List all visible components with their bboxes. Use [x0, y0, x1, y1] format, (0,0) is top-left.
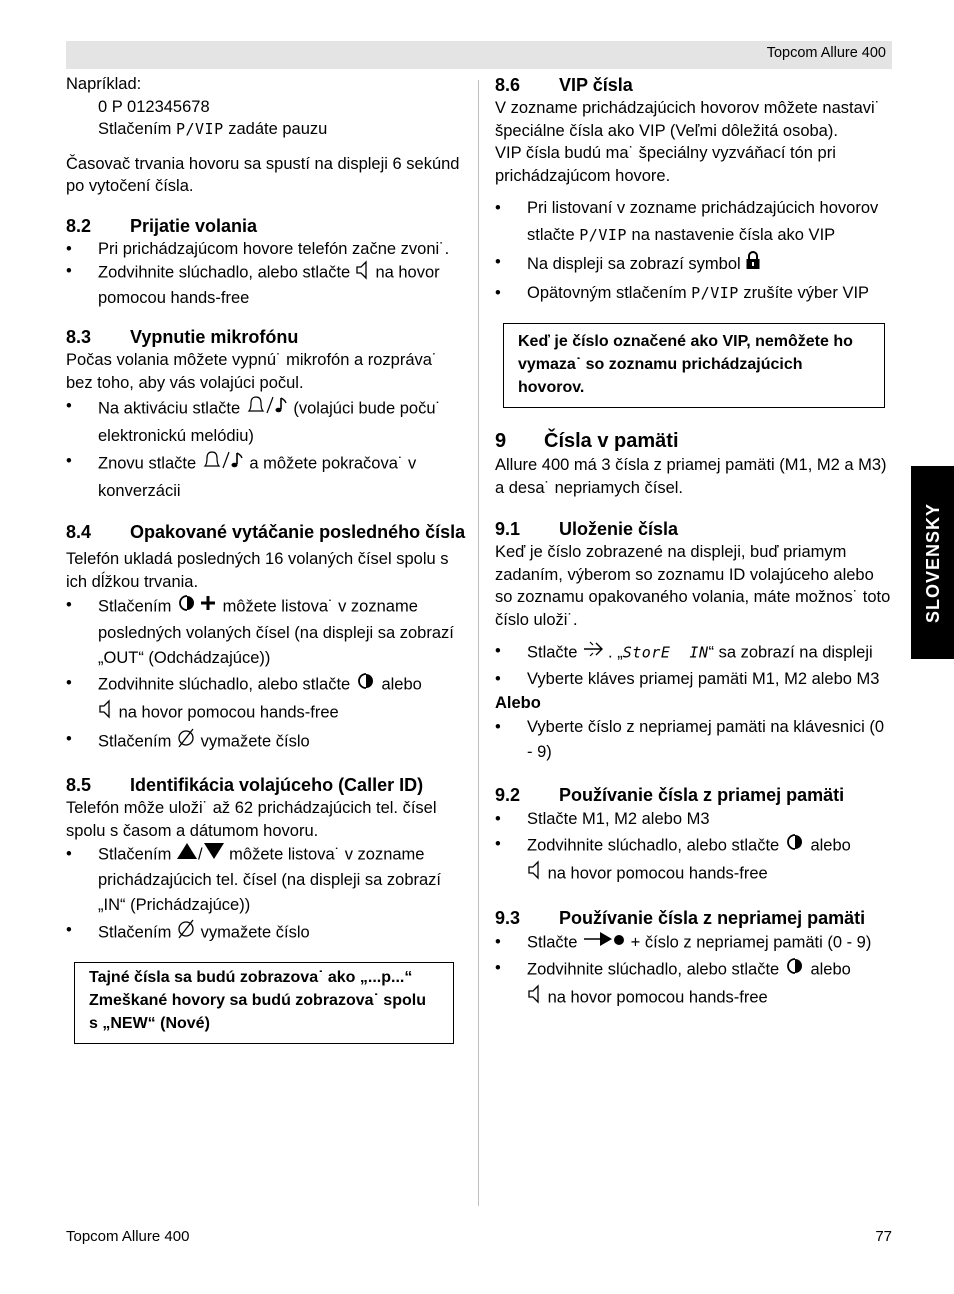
header-brand: Topcom Allure 400	[766, 45, 886, 61]
list-item: • Znovu stlačte a môžete pokračova˙ v konverzácii	[66, 449, 468, 504]
talk-icon	[355, 671, 377, 699]
section-number: 8.4	[66, 522, 92, 542]
memory-arrow-icon	[582, 930, 626, 956]
speaker-icon	[355, 260, 371, 287]
list-item: • Stlačením / môžete listova˙ v zozname prichádzajúcich tel. čísel (na displeji sa zobrazí „IN“ (Prichádzajúce))	[66, 842, 468, 918]
section-9-3-list	[495, 930, 891, 1012]
section-8-4-paragraph: Telefón ukladá posledných 16 volaných čísel spolu s ich dĺžkou trvania.	[66, 550, 449, 591]
section-8-3-heading	[66, 325, 468, 349]
list-item: • Stlačte . „StorE IN“ sa zobrazí na displeji	[495, 639, 891, 667]
bell-note-icon	[245, 394, 289, 424]
section-8-5-list	[66, 842, 468, 948]
language-side-tab	[911, 466, 954, 659]
section-title: Uloženie čísla	[559, 519, 679, 539]
section-title: Prijatie volania	[130, 215, 258, 236]
section-title: Vypnutie mikrofónu	[130, 327, 299, 347]
section-9-1-list-2	[495, 715, 891, 765]
list-item: • Stlačením vymažete číslo	[66, 727, 468, 757]
section-8-6-paragraph-1: V zozname prichádzajúcich hovorov môžete nastavi˙ špeciálne čísla ako VIP (Veľmi dôležitá osoba).	[495, 99, 881, 140]
list-item: • Zodvihnite slúchadlo, alebo stlačte na hovor pomocou hands-free	[66, 262, 440, 307]
section-number: 8.3	[66, 327, 92, 347]
section-9-1-heading	[495, 517, 891, 541]
column-divider	[478, 80, 479, 1206]
note-box-vip	[503, 323, 885, 408]
list-item: • Stlačením môžete listova˙ v zozname posledných volaných čísel (na displeji sa zobrazí „OUT“ (Odchádzajúce))	[66, 593, 468, 671]
section-number: 9.1	[495, 519, 521, 539]
section-title: Používanie čísla z priamej pamäti	[559, 784, 845, 805]
section-9-heading	[495, 428, 891, 454]
right-column	[495, 73, 891, 1012]
speaker-icon	[527, 984, 543, 1012]
store-arrow-icon	[582, 639, 608, 667]
section-8-3-list	[66, 394, 468, 504]
speaker-icon	[98, 699, 114, 727]
list-item: • Stlačením vymažete číslo	[66, 918, 468, 948]
note-line: Tajné čísla sa budú zobrazova˙ ako „...p...“	[89, 969, 413, 986]
section-8-6-list	[495, 195, 891, 307]
note-box-caller-id	[74, 962, 454, 1044]
list-item: • Pri prichádzajúcom hovore telefón začne zvoni˙.	[66, 239, 450, 258]
alebo-label: Alebo	[495, 694, 541, 712]
bell-note-icon	[201, 449, 245, 479]
list-item: • Vyberte kláves priamej pamäti M1, M2 alebo M3	[495, 670, 880, 688]
list-item: • Na displeji sa zobrazí symbol	[495, 249, 891, 280]
section-number: 9.2	[495, 784, 521, 805]
intro-line-3-pre: Stlačením	[98, 120, 172, 138]
section-number: 9	[495, 430, 507, 452]
list-item: • Stlačte M1, M2 alebo M3	[495, 809, 710, 828]
list-item: • Pri listovaní v zozname prichádzajúcich hovorov stlačte P/VIP na nastavenie čísla ako VIP	[495, 199, 879, 244]
note-line: Zmeškané hovory sa budú zobrazova˙ spolu s „NEW“ (Nové)	[89, 992, 426, 1032]
section-number: 9.3	[495, 907, 521, 928]
arrow-down-icon	[203, 842, 225, 868]
section-8-2-list	[66, 238, 468, 310]
page-number: 77	[875, 1228, 892, 1245]
list-item: • Stlačte + číslo z nepriamej pamäti (0 - 9)	[495, 930, 891, 956]
pvip-key-label: P/VIP	[175, 120, 224, 138]
intro-line-3	[66, 118, 468, 141]
footer-brand: Topcom Allure 400	[66, 1228, 190, 1245]
list-item: • Zodvihnite slúchadlo, alebo stlačte alebo na hovor pomocou hands-free	[66, 671, 468, 727]
arrow-up-icon	[176, 842, 198, 868]
list-item: • Vyberte číslo z nepriamej pamäti na klávesnici (0 - 9)	[495, 717, 885, 761]
section-number: 8.5	[66, 775, 92, 795]
section-number: 8.2	[66, 215, 92, 236]
intro-paragraph: Časovač trvania hovoru sa spustí na displeji 6 sekúnd po vytočení čísla.	[66, 154, 460, 195]
header-bar	[66, 41, 892, 69]
section-title: VIP čísla	[559, 75, 633, 95]
section-8-6-heading	[495, 73, 891, 97]
lcd-store-in: StorE IN	[622, 643, 709, 662]
list-item: • Zodvihnite slúchadlo, alebo stlačte alebo na hovor pomocou hands-free	[495, 832, 891, 888]
list-item: • Na aktiváciu stlačte (volajúci bude poču˙ elektronickú melódiu)	[66, 394, 468, 449]
section-title: Opakované vytáčanie posledného čísla	[130, 522, 466, 542]
redial-plus-icon	[176, 593, 218, 621]
list-item: • Opätovným stlačením P/VIP zrušíte výber VIP	[495, 284, 870, 302]
talk-icon	[784, 832, 806, 860]
section-9-2-list	[495, 807, 891, 888]
section-8-5-heading	[66, 773, 468, 797]
section-8-2-heading	[66, 214, 468, 238]
pvip-key-label: P/VIP	[579, 226, 627, 244]
side-tab-label: SLOVENSKY	[922, 502, 943, 623]
section-8-4-list	[66, 593, 468, 757]
section-9-1-paragraph: Keď je číslo zobrazené na displeji, buď priamym zadaním, výberom so zoznamu ID volajúceho alebo so zoznamu opakovaného volania, máte možnos˙ toto číslo uloži˙.	[495, 543, 891, 629]
delete-icon	[176, 918, 196, 948]
intro-line-1: Napríklad:	[66, 75, 142, 93]
section-9-3-heading	[495, 906, 891, 930]
section-8-3-paragraph: Počas volania môžete vypnú˙ mikrofón a rozpráva˙ bez toho, aby vás volajúci počul.	[66, 351, 438, 392]
note-line: Keď je číslo označené ako VIP, nemôžete ho vymaza˙ so zoznamu prichádzajúcich hovorov.	[518, 333, 853, 396]
talk-icon	[784, 956, 806, 984]
left-column	[66, 73, 468, 1044]
intro-line-2: 0 P 012345678	[98, 97, 210, 116]
intro-line-3-post: zadáte pauzu	[228, 120, 328, 138]
section-title: Čísla v pamäti	[544, 430, 679, 452]
section-9-1-list	[495, 639, 891, 692]
section-9-paragraph: Allure 400 má 3 čísla z priamej pamäti (M1, M2 a M3) a desa˙ nepriamych čísel.	[495, 456, 887, 497]
section-9-2-heading	[495, 783, 891, 807]
section-8-5-paragraph: Telefón môže uloži˙ až 62 prichádzajúcich tel. čísel spolu s časom a dátumom hovoru.	[66, 799, 437, 840]
section-title: Používanie čísla z nepriamej pamäti	[559, 907, 866, 928]
section-8-4-heading	[66, 520, 468, 544]
lock-icon	[745, 249, 761, 280]
delete-icon	[176, 727, 196, 757]
speaker-icon	[527, 860, 543, 888]
section-8-6-paragraph-2: VIP čísla budú ma˙ špeciálny vyzváňací tón pri prichádzajúcom hovore.	[495, 144, 836, 185]
pvip-key-label: P/VIP	[691, 284, 739, 302]
list-item: • Zodvihnite slúchadlo, alebo stlačte alebo na hovor pomocou hands-free	[495, 956, 891, 1012]
section-title: Identifikácia volajúceho (Caller ID)	[130, 775, 424, 795]
section-number: 8.6	[495, 75, 521, 95]
